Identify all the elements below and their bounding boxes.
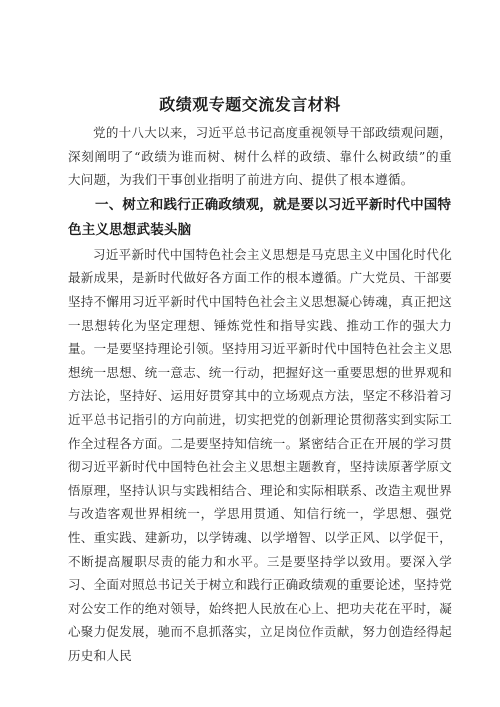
document-title: 政绩观专题交流发言材料 (159, 95, 341, 114)
section-1-heading: 一、树立和践行正确政绩观，就是要以习近平新时代中国特色主义思想武装头脑 (68, 196, 452, 238)
intro-paragraph: 党的十八大以来，习近平总书记高度重视领导干部政绩观问题，深刻阐明了“政绩为谁而树、树什么样的政绩、靠什么树政绩”的重大问题，为我们干事创业指明了前进方向、提供了根本遵循。 (68, 125, 452, 188)
document-body (68, 121, 452, 667)
section-1-paragraph: 习近平新时代中国特色社会主义思想是马克思主义中国化时代化最新成果，是新时代做好各方面工作的根本遵循。广大党员、干部要坚持不懈用习近平新时代中国特色社会主义思想凝心铸魂，真正把这一思想转化为坚定理想、锤炼党性和指导实践、推动工作的强大力量。一是要坚持理论引领。坚持用习近平新时代中国特色社会主义思想统一思想、统一意志、统一行动，把握好这一重要思想的世界观和方法论，坚持好、运用好贯穿其中的立场观点方法，坚定不移沿着习近平总书记指引的方向前进，切实把党的创新理论贯彻落实到实际工作全过程各方面。二是要坚持知信统一。紧密结合正在开展的学习贯彻习近平新时代中国特色社会主义思想主题教育，坚持读原著学原文悟原理，坚持认识与实践相结合、理论和实际相联系、改造主观世界与改造客观世界相统一，学思用贯通、知信行统一，学思想、强党性、重实践、建新功，以学铸魂、以学增智、以学正风、以学促干，不断提高履职尽责的能力和水平。三是要坚持学以致用。要深入学习、全面对照总书记关于树立和践行正确政绩观的重要论述，坚持党对公安工作的绝对领导，始终把人民放在心上、把功夫花在平时，凝心聚力促发展，驰而不息抓落实，立足岗位作贡献，努力创造经得起历史和人民 (68, 246, 453, 663)
